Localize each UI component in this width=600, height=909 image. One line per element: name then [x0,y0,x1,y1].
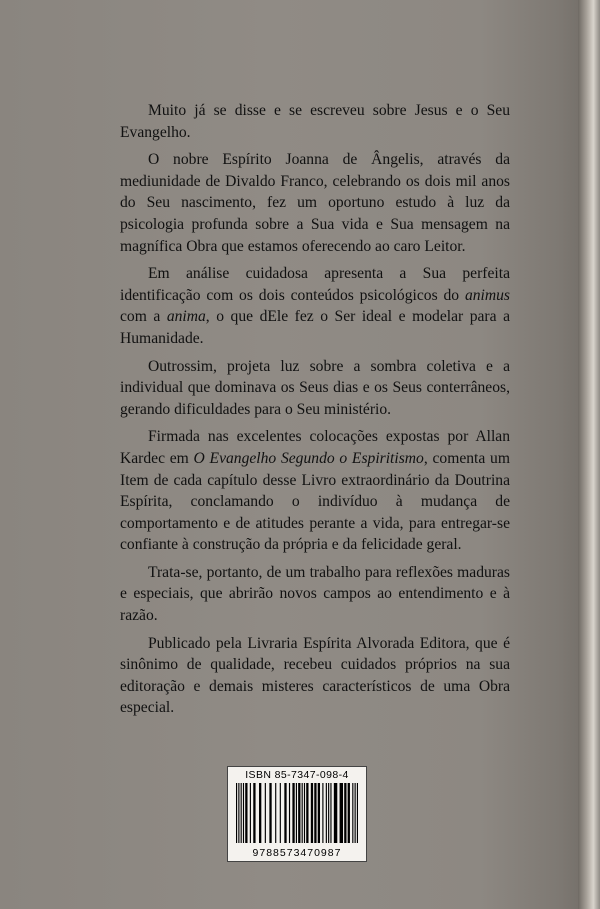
barcode-bar [344,783,346,843]
barcode-bar [292,783,294,843]
blurb-paragraph-5 [120,426,510,556]
term-anima: anima [166,308,206,326]
barcode-bar [330,783,331,843]
barcode-bar [355,783,356,843]
barcode-bar [328,783,329,843]
barcode-bar [289,783,290,843]
isbn-barcode-box [227,766,367,862]
term-animus: animus [464,286,510,304]
barcode-bar [334,783,337,843]
barcode-bar [302,783,303,843]
ean-number: 9788573470987 [252,847,342,859]
blurb-text: Em análise cuidadosa apresenta a Sua perfeita identificação com os dois conteúdos psicológicos do [120,265,510,304]
blurb-paragraph-3 [120,263,510,349]
barcode-bar [352,783,353,843]
barcode-bar [304,783,305,843]
blurb-text: , comenta um Item de cada capítulo desse Livro extraordinário da Doutrina Espírita, conclamando o indivíduo à mudança de comportamento e de atitudes perante a vida, para entregar-se confiante à construção da própria e da felicidade geral. [120,449,510,554]
barcode-bar [269,783,271,843]
barcode-bar [280,783,281,843]
barcode-bar [357,783,358,843]
barcode-bar [243,783,244,843]
barcode-bar [340,783,343,843]
blurb-paragraph-6: Trata-se, portanto, de um trabalho para reflexões maduras e especiais, que abrirão novos campos ao entendimento e à razão. [120,563,510,625]
barcode-bar [275,783,276,843]
blurb-text: , o que dEle fez o Ser ideal e modelar para a Humanidade. [120,308,510,347]
blurb-text: com a [120,308,167,326]
barcode-bar [245,783,247,843]
blurb-paragraph-7: Publicado pela Livraria Espírita Alvorada Editora, que é sinônimo de qualidade, recebeu cuidados próprios na sua editoração e demais misteres característicos de uma Obra especial. [120,634,510,717]
barcode-bar [296,783,297,843]
blurb-paragraph-4: Outrossim, projeta luz sobre a sombra coletiva e a individual que dominava os Seus dias e os Seus conterrâneos, gerando dificuldades para o Seu ministério. [120,357,510,418]
barcode-bar [253,783,255,843]
barcode-bar [298,783,300,843]
barcode-bar [348,783,350,843]
blurb-paragraph-1: Muito já se disse e se escreveu sobre Jesus e o Seu Evangelho. [120,102,510,141]
barcode-bar [318,783,320,843]
barcode-bar [250,783,251,843]
blurb-text: Firmada nas excelentes colocações expostas por Allan Kardec em [120,428,510,467]
barcode-bar [314,783,316,843]
barcode-bar [284,783,286,843]
barcode-bar [306,783,308,843]
barcode-bar [241,783,242,843]
blurb-paragraph-2: O nobre Espírito Joanna de Ângelis, através da mediunidade de Divaldo Franco, celebrando os dois mil anos do Seu nascimento, fez um oportuno estudo à luz da psicologia profunda sobre a Sua vida e Sua mensagem na magnífica Obra que estamos oferecendo ao caro Leitor. [120,151,510,255]
isbn-label: ISBN 85-7347-098-4 [245,769,349,781]
barcode-bar [265,783,266,843]
barcode-bar [326,783,327,843]
barcode-bar [311,783,313,843]
barcode-bar [238,783,239,843]
book-title: O Evangelho Segundo o Espiritismo [193,449,424,467]
barcode-bar [259,783,261,843]
back-cover-blurb [120,100,510,725]
barcode-bar [236,783,237,843]
barcode-bar [322,783,323,843]
barcode-icon [236,783,358,843]
